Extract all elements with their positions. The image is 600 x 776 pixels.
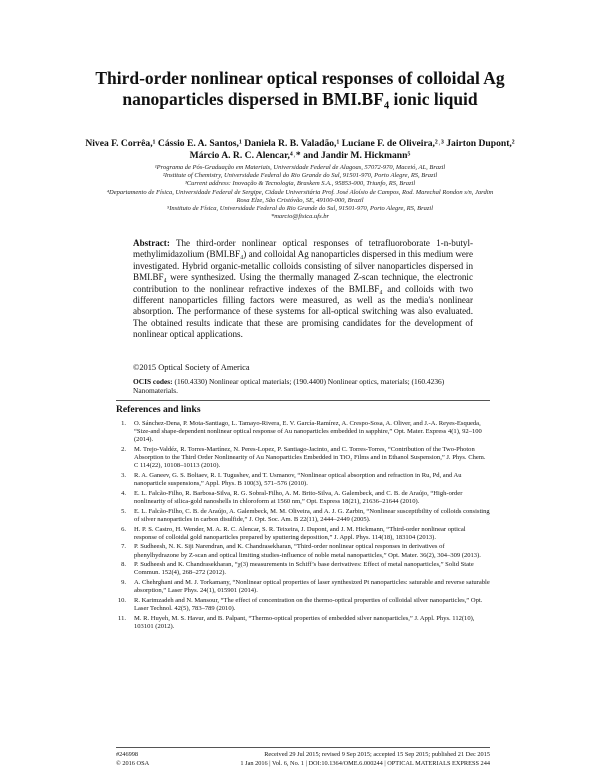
- reference-number: 6.: [121, 525, 126, 533]
- reference-item: [116, 490, 490, 506]
- reference-item: [116, 526, 490, 542]
- affiliation-4: ⁴Departamento de Física, Universidade Federal de Sergipe, Cidade Universitária Prof. José Aloísio de Campos, Rod. Marechal Rondon s/n, Jardim Rosa Elze, São Cristóvão, SE, 49100-000, Brazil: [106, 188, 494, 204]
- reference-number: 4.: [121, 489, 126, 497]
- references-list: [116, 420, 490, 633]
- reference-number: 10.: [117, 597, 126, 605]
- received-dates: Received 29 Jul 2015; revised 9 Sep 2015; accepted 15 Sep 2015; published 21 Dec 2015: [264, 751, 490, 758]
- reference-item: [116, 579, 490, 595]
- reference-item: [116, 420, 490, 444]
- reference-number: 2.: [121, 445, 126, 453]
- reference-text: R. A. Ganeev, G. S. Boltaev, R. I. Tugushev, and T. Usmanov, “Nonlinear optical absorption and refraction in Ru, Pd, and Au nanoparticle suspensions,” Appl. Phys. B 100(3), 571–576 (2010).: [134, 471, 462, 488]
- reference-text: M. Trejo-Valdéz, R. Torres-Martínez, N. Peres-Lopez, P. Santiago-Jacinto, and C. Torres-Torres, “Contribution of the Two-Photon Absorption to the Third Order Nonlinearity of Au Nanoparticles Embedded in TiO₂ Films and in Ethanol Suspension,” J. Phys. Chem. C 114(22), 10108–10113 (2010).: [134, 445, 486, 470]
- corresponding-email[interactable]: *marcio@fisica.ufs.br: [270, 213, 330, 221]
- affiliation-1: ¹Programa de Pós-Graduação em Materiais, Universidade Federal de Alagoas, 57072-970, Maceió, AL, Brazil: [154, 164, 446, 171]
- reference-number: 7.: [121, 543, 126, 551]
- page-footer: [116, 751, 490, 768]
- ocis-label: OCIS codes:: [133, 377, 173, 386]
- reference-text: E. L. Falcão-Filho, R. Barbosa-Silva, R. G. Sobral-Filho, A. M. Brito-Silva, A. Galembeck, and C. B. de Araújo, “High-order nonlinearity of silica-gold nanoshells in chloroform at 1560 nm,” Opt. Express 18(21), 21636–21644 (2010).: [134, 489, 463, 505]
- affiliation-3: ³Current address: Inovação & Tecnologia, Braskem S.A., 95853-000, Triunfo, RS, Brazil: [184, 180, 416, 188]
- ocis-codes: [133, 377, 473, 395]
- abstract: [133, 238, 473, 341]
- paper-title: Third-order nonlinear optical responses of colloidal Ag nanoparticles dispersed in BMI.BF₄ ionic liquid: [95, 68, 505, 109]
- abstract-copyright: ©2015 Optical Society of America: [133, 363, 250, 372]
- section-divider: [116, 400, 490, 401]
- reference-item: [116, 615, 490, 631]
- author-list: Nivea F. Corrêa,¹ Cássio E. A. Santos,¹ Daniela R. B. Valadão,¹ Luciane F. de Oliveira,²˒³ Jairton Dupont,² Márcio A. R. C. Alencar,⁴˒* and Jandir M. Hickmann⁵: [85, 138, 515, 161]
- footer-divider: [116, 747, 490, 748]
- reference-item: [116, 543, 490, 559]
- references-heading: References and links: [116, 404, 201, 415]
- affiliations: [100, 164, 500, 221]
- abstract-text: The third-order nonlinear optical responses of tetrafluoroborate 1-n-butyl-methylimidazolium (BMI.BF₄) and colloidal Ag nanoparticles dispersed in this medium were investigated. Hybrid organic-metallic colloids consisting of silver nanoparticles dispersed in BMI.BF₄ were synthesized. Using the thermally managed Z-scan technique, the electronic contribution to the nonlinear refractive indexes of the BMI.BF₄ and colloids with two different nanoparticles filling factors were measured, as well as the media's nonlinear absorption. The performance of these systems for all-optical switching was also evaluated. The obtained results indicate that these are promising candidates for the development of nonlinear optical applications.: [133, 238, 474, 340]
- reference-item: [116, 597, 490, 613]
- ocis-text: (160.4330) Nonlinear optical materials; (190.4400) Nonlinear optics, materials; (160.4236) Nanomaterials.: [133, 377, 445, 396]
- reference-item: [116, 472, 490, 488]
- reference-item: [116, 446, 490, 470]
- reference-number: 11.: [118, 614, 126, 622]
- affiliation-2: ²Institute of Chemistry, Universidade Federal do Rio Grande do Sul, 91501-970, Porto Alegre, RS, Brazil: [162, 172, 438, 180]
- reference-text: H. P. S. Castro, H. Wender, M. A. R. C. Alencar, S. R. Teixeira, J. Dupont, and J. M. Hickmann, “Third-order nonlinear optical response of colloidal gold nanoparticles prepared by sputtering deposition,” J. Appl. Phys. 114(18), 183104 (2013).: [134, 525, 466, 541]
- footer-row-1: [116, 751, 490, 760]
- reference-number: 3.: [121, 471, 126, 479]
- footer-copyright: © 2016 OSA: [116, 759, 150, 767]
- reference-number: 8.: [121, 561, 126, 569]
- reference-text: E. L. Falcão-Filho, C. B. de Araújo, A. Galembeck, M. M. Oliveira, and A. J. G. Zarbin, “Nonlinear susceptibility of colloids consisting of silver nanoparticles in carbon disulfide,” J. Opt. Soc. Am. B 22(11), 2444–2449 (2005).: [134, 507, 490, 523]
- reference-text: M. R. Huyeh, M. S. Havur, and B. Palpant, “Thermo-optical properties of embedded silver nanoparticles,” J. Appl. Phys. 112(10), 103101 (2012).: [134, 614, 475, 631]
- footer-row-2: [116, 760, 490, 769]
- reference-number: 5.: [121, 507, 126, 515]
- article-id: #246998: [116, 751, 139, 758]
- affiliation-5: ⁵Instituto de Física, Universidade Federal do Rio Grande do Sul, 91501-970, Porto Alegre, RS, Brazil: [166, 205, 434, 213]
- reference-text: R. Karimzadeh and N. Mansour, “The effect of concentration on the thermo-optical properties of colloidal silver nanoparticles,” Opt. Laser Technol. 42(5), 783–789 (2010).: [134, 597, 483, 613]
- reference-text: P. Sudheesh, N. K. Siji Narendran, and K. Chandrasekharan, “Third-order nonlinear optical responses in derivatives of phenylhydrazone by Z-scan and optical limiting studies-influence of noble metal nanoparticles,” Opt. Mater. 36(2), 304–309 (2013).: [134, 543, 481, 559]
- reference-number: 9.: [121, 579, 126, 587]
- reference-number: 1.: [121, 420, 126, 427]
- reference-text: P. Sudheesh and K. Chandrasekharan, “χ(3) measurements in Schiff’s base derivatives: Effect of metal nanoparticles,” Solid State Commun. 152(4), 268–272 (2012).: [134, 561, 474, 577]
- reference-item: [116, 508, 490, 524]
- reference-text: O. Sánchez-Dena, P. Mota-Santiago, L. Tamayo-Rivera, E. V. García-Ramírez, A. Crespo-Sosa, A. Oliver, and J.-A. Reyes-Esqueda, “Size-and shape-dependent nonlinear optical response of Au nanoparticles embedded in sapphire,” Opt. Mater. Express 4(1), 92–100 (2014).: [134, 420, 482, 444]
- abstract-label: Abstract:: [133, 238, 170, 248]
- journal-citation: 1 Jan 2016 | Vol. 6, No. 1 | DOI:10.1364/OME.6.000244 | OPTICAL MATERIALS EXPRESS 244: [240, 759, 490, 767]
- reference-text: A. Chehrghani and M. J. Torkamany, “Nonlinear optical properties of laser synthesized Pt nanoparticles: saturable and reverse saturable absorption,” Laser Phys. 24(1), 015901 (2014).: [134, 579, 490, 595]
- reference-item: [116, 561, 490, 577]
